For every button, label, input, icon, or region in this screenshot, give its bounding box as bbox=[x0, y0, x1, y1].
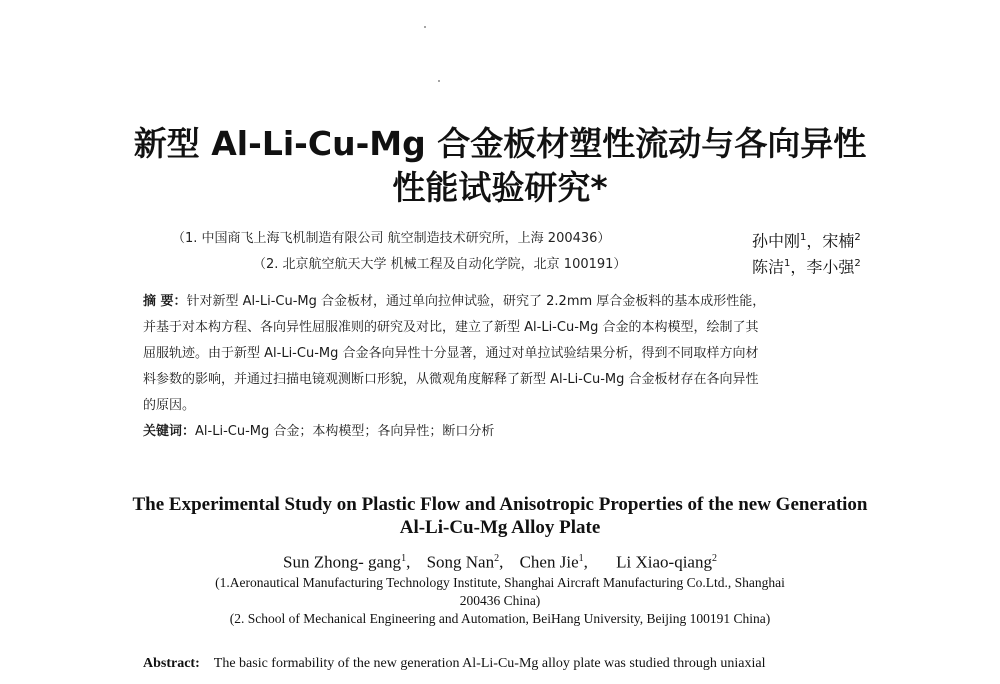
author-sup: 2 bbox=[711, 553, 717, 564]
keywords-label: 关键词： bbox=[143, 424, 196, 439]
chinese-affiliation-2: （2. 北京航空航天大学 机械工程及自动化学院，北京 100191） bbox=[253, 257, 627, 272]
chinese-affiliation-1: （1. 中国商飞上海飞机制造有限公司 航空制造技术研究所，上海 200436） bbox=[172, 231, 611, 246]
author-name: Chen Jie bbox=[519, 552, 579, 572]
author-name: 陈洁 bbox=[752, 257, 785, 277]
english-abstract-text: The basic formability of the new generation Al-Li-Cu-Mg alloy plate was studied through uniaxial bbox=[213, 656, 766, 671]
author-sup: 1 bbox=[800, 232, 807, 243]
english-title-line-2: Al-Li-Cu-Mg Alloy Plate bbox=[399, 517, 601, 538]
author-sup: 2 bbox=[494, 553, 500, 564]
author-name: 李小强 bbox=[806, 257, 855, 277]
english-abstract-label: Abstract: bbox=[143, 656, 200, 671]
author-separator: , bbox=[583, 552, 588, 572]
author-name: Song Nan bbox=[426, 552, 495, 572]
chinese-title-line-1: 新型 Al-Li-Cu-Mg 合金板材塑性流动与各向异性 bbox=[133, 124, 867, 163]
author-name: Li Xiao-qiang bbox=[616, 552, 712, 572]
chinese-abstract bbox=[143, 289, 883, 445]
author-name: Sun Zhong- gang bbox=[283, 552, 402, 572]
abstract-text: 针对新型 Al-Li-Cu-Mg 合金板材，通过单向拉伸试验，研究了 2.2mm 厚合金板料的基本成形性能， bbox=[186, 294, 766, 309]
author-name: 宋楠 bbox=[822, 231, 855, 251]
english-abstract bbox=[143, 655, 903, 673]
abstract-line: 料参数的影响，并通过扫描电镜观测断口形貌，从微观角度解释了新型 Al-Li-Cu-Mg 合金板材存在各向异性 bbox=[143, 372, 759, 387]
author-sup: 1 bbox=[578, 553, 584, 564]
abstract-line bbox=[143, 289, 883, 315]
author-sup: 1 bbox=[401, 553, 407, 564]
english-title-line-1: The Experimental Study on Plastic Flow and Anisotropic Properties of the new Generation bbox=[132, 494, 868, 515]
author-separator: , bbox=[406, 552, 411, 572]
chinese-authors-row-1: 孙中刚$^1$，宋楠$^2$ bbox=[752, 231, 861, 251]
author-sup: 2 bbox=[854, 232, 861, 243]
author-separator: , bbox=[499, 552, 504, 572]
abstract-label: 摘 要： bbox=[143, 294, 187, 309]
abstract-line: 并基于对本构方程、各向异性屈服准则的研究及对比，建立了新型 Al-Li-Cu-Mg 合金的本构模型，绘制了其 bbox=[143, 320, 759, 335]
keywords-line bbox=[143, 419, 883, 445]
abstract-line: 的原因。 bbox=[143, 398, 196, 413]
english-affiliation-1-line-2: 200436 China) bbox=[459, 593, 541, 608]
english-affiliation-2: (2. School of Mechanical Engineering and Automation, BeiHang University, Beijing 100191 China) bbox=[229, 611, 771, 626]
scan-speck bbox=[424, 26, 426, 28]
scan-speck bbox=[438, 80, 440, 82]
author-name: 孙中刚 bbox=[752, 231, 801, 251]
abstract-line: 屈服轨迹。由于新型 Al-Li-Cu-Mg 合金各向异性十分显著，通过对单拉试验结果分析，得到不同取样方向材 bbox=[143, 346, 759, 361]
chinese-authors-row-2: 陈洁$^1$，李小强$^2$ bbox=[752, 257, 861, 277]
english-affiliation-1-line-1: (1.Aeronautical Manufacturing Technology Institute, Shanghai Aircraft Manufacturing Co.Ltd., Shanghai bbox=[215, 575, 785, 590]
author-sup: 1 bbox=[784, 258, 791, 269]
author-sup: 2 bbox=[854, 258, 861, 269]
english-authors bbox=[0, 548, 1000, 574]
keywords-text: Al-Li-Cu-Mg 合金；本构模型；各向异性；断口分析 bbox=[195, 424, 495, 439]
chinese-title-line-2: 性能试验研究* bbox=[392, 168, 608, 207]
